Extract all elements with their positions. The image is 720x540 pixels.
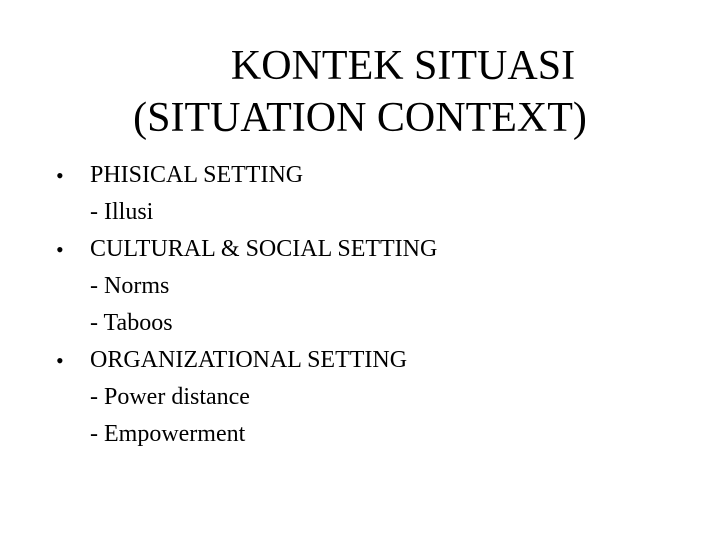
sub-item xyxy=(56,194,696,231)
sub-item xyxy=(56,305,696,342)
title-line-2: (SITUATION CONTEXT) xyxy=(133,95,587,141)
bullet-item xyxy=(56,157,696,194)
bullet-list xyxy=(56,157,696,453)
slide-title xyxy=(0,40,720,144)
sub-item-label: - Empowerment xyxy=(90,421,246,447)
sub-item xyxy=(56,268,696,305)
bullet-item xyxy=(56,231,696,268)
bullet-label: ORGANIZATIONAL SETTING xyxy=(90,347,408,373)
bullet-icon: • xyxy=(56,237,64,262)
bullet-item xyxy=(56,342,696,379)
sub-item-label: - Taboos xyxy=(90,310,173,336)
bullet-icon: • xyxy=(56,348,64,373)
sub-item-label: - Illusi xyxy=(90,199,154,225)
bullet-label: PHISICAL SETTING xyxy=(90,162,304,188)
title-line-1: KONTEK SITUASI xyxy=(230,43,576,89)
bullet-label: CULTURAL & SOCIAL SETTING xyxy=(90,236,438,262)
sub-item xyxy=(56,416,696,453)
sub-item xyxy=(56,379,696,416)
bullet-icon: • xyxy=(56,163,64,188)
sub-item-label: - Norms xyxy=(90,273,170,299)
sub-item-label: - Power distance xyxy=(90,384,250,410)
